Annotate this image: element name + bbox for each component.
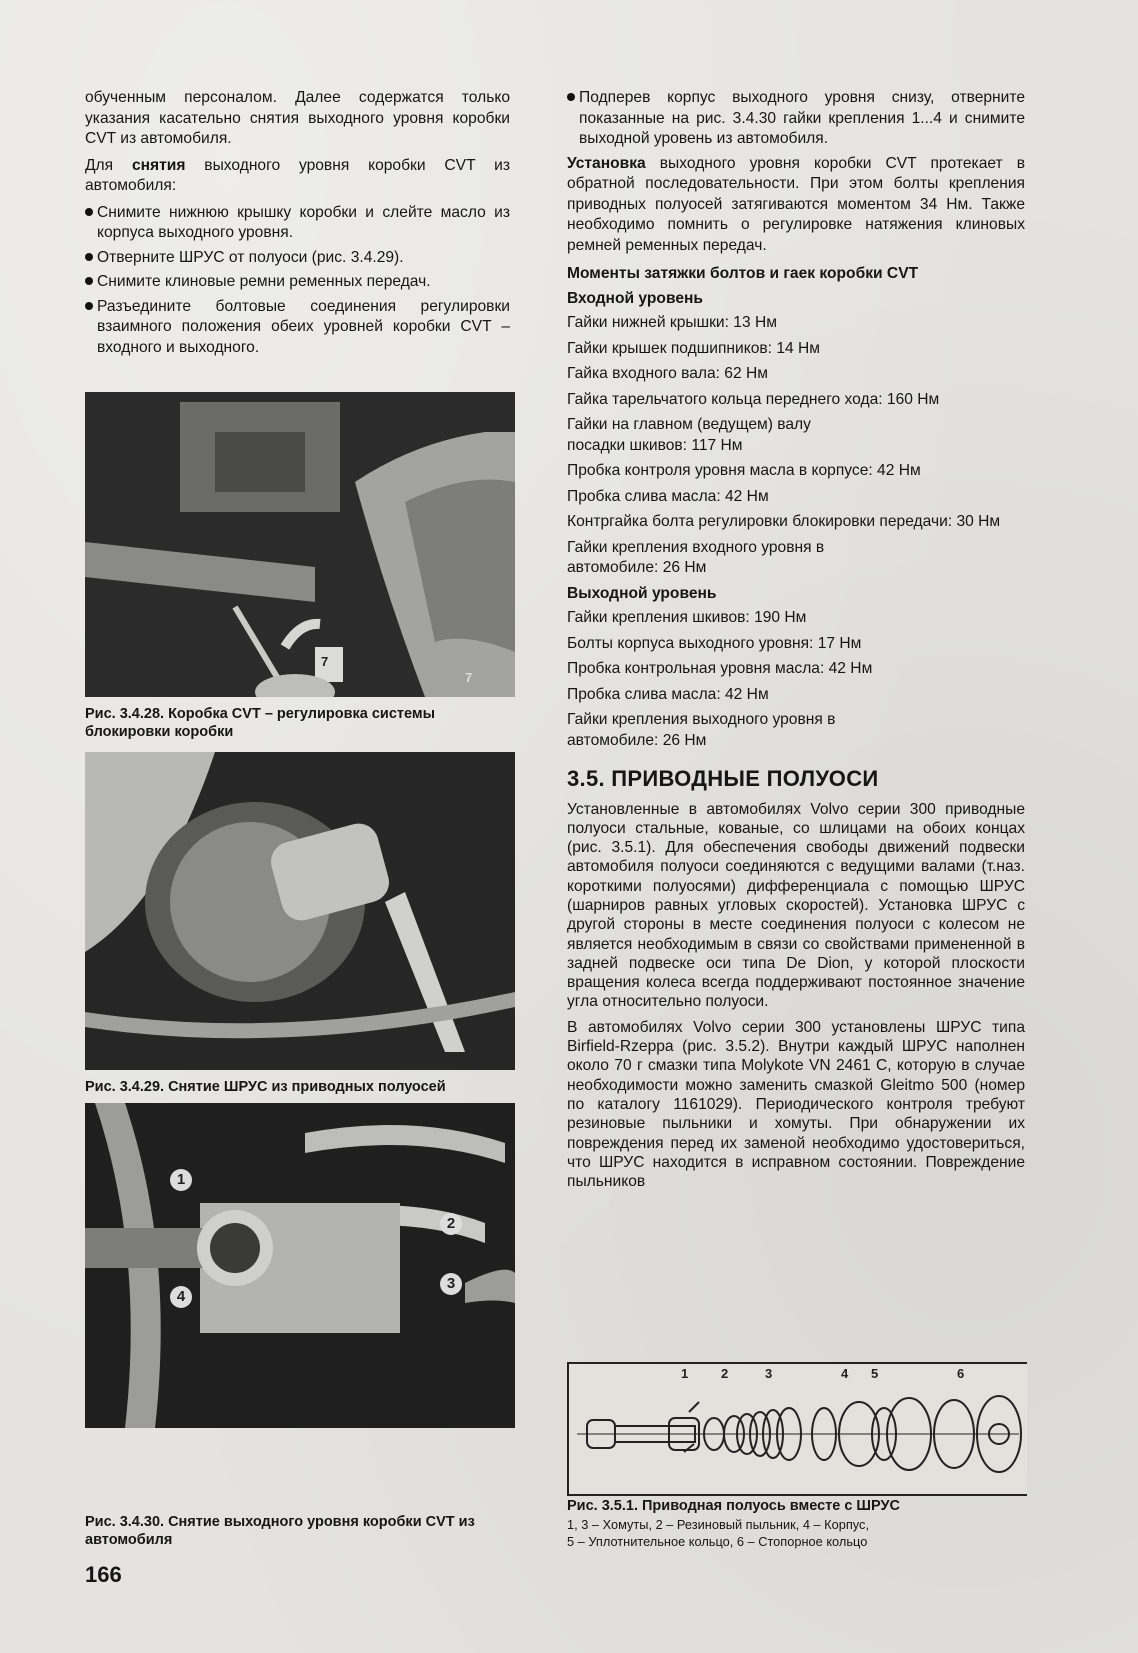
cvt-adjustment-photo-icon [85,392,515,697]
section-title: 3.5. ПРИВОДНЫЕ ПОЛУОСИ [567,766,879,791]
figure-3-4-28-caption: Рис. 3.4.28. Коробка CVT – регулировка системы блокировки коробки [85,706,435,740]
install-bold: Установка [567,154,646,172]
drive-shaft-exploded-diagram-icon [569,1364,1025,1490]
figure-3-4-30-photo [85,1103,515,1428]
bullet-item [85,203,510,244]
diagram-callout: 1 [681,1366,689,1381]
figure-3-5-1-legend: 5 – Уплотнительное кольцо, 6 – Стопорное кольцо [567,1534,868,1549]
spec-item: Пробка контрольная уровня масла: 42 Нм [567,660,873,677]
bullet-text: Разъедините болтовые соединения регулировки взаимного положения обеих уровней коробки CVT – входного и выходного. [97,297,510,356]
bullet-item [85,272,510,293]
bullet-text: Снимите клиновые ремни ременных передач. [97,273,431,290]
spec-item: Гайка входного вала: 62 Нм [567,365,768,382]
diagram-callout: 5 [871,1366,879,1381]
figure-3-4-30-caption: Рис. 3.4.30. Снятие выходного уровня коробки CVT из автомобиля [85,1514,475,1548]
bullet-text: Отверните ШРУС от полуоси (рис. 3.4.29). [97,248,404,266]
figure-3-4-29-caption: Рис. 3.4.29. Снятие ШРУС из приводных полуосей [85,1079,446,1095]
spec-item: Пробка слива масла: 42 Нм [567,487,769,505]
bullet-text: Снимите нижнюю крышку коробки и слейте масло из корпуса выходного уровня. [97,203,510,241]
spec-item: Гайки крепления входного уровня в автомобиле: 26 Нм [567,538,825,576]
diagram-callout: 2 [721,1366,729,1381]
bullet-icon [85,208,93,216]
page-number: 166 [85,1562,122,1587]
spec-item: Болты корпуса выходного уровня: 17 Нм [567,634,862,652]
spec-item: Гайка тарельчатого кольца переднего хода: 160 Нм [567,390,940,408]
figure-label: 1 [170,1169,192,1191]
intro-paragraph: обученным персоналом. Далее содержатся только указания касательно снятия выходного уровня коробки CVT из автомобиля. [85,89,510,147]
removal-lead-prefix: Для [85,156,132,174]
spec-item: Гайки крепления выходного уровня в автомобиле: 26 Нм [567,711,836,749]
diagram-callout: 6 [957,1366,965,1381]
torque-heading: Моменты затяжки болтов и гаек коробки CVT [567,265,919,282]
figure-3-5-1-legend: 1, 3 – Хомуты, 2 – Резиновый пыльник, 4 – Корпус, [567,1517,870,1532]
spec-item: Гайки на главном (ведущем) валу посадки шкивов: 117 Нм [567,416,811,454]
cv-joint-removal-photo-icon [85,752,515,1070]
diagram-callout: 3 [765,1366,773,1381]
figure-3-5-1-caption [567,1497,1025,1551]
figure-label: 3 [440,1273,462,1295]
bullet-icon [567,93,575,101]
install-paragraph [567,154,1025,257]
gearbox-output-removal-photo-icon [85,1103,515,1428]
removal-lead [85,156,510,197]
spec-item: Пробка контроля уровня масла в корпусе: 42 Нм [567,462,921,479]
spec-item: Гайки нижней крышки: 13 Нм [567,314,777,331]
left-column [85,88,510,362]
figure-label: 2 [440,1213,462,1235]
removal-lead-bold: снятия [131,156,186,174]
diagram-callout: 4 [841,1366,849,1381]
install-text: выходного уровня коробки CVT протекает в обратной последовательности. При этом болты крепления приводных полуосей затягиваются моментом 34 Нм. Также необходимо помнить о регулировке натяжения клиновых ремней ременных передач. [567,154,1025,254]
bullet-icon [85,277,93,285]
bullet-item [567,88,1025,150]
right-column [567,88,1025,1197]
bullet-item [85,297,510,359]
figure-label: 7 [465,670,473,685]
figure-3-4-29-photo [85,752,515,1070]
output-level-heading: Выходной уровень [567,584,717,602]
spec-item: Гайки крышек подшипников: 14 Нм [567,339,820,357]
bullet-text: Подперев корпус выходного уровня снизу, отверните показанные на рис. 3.4.30 гайки крепления 1...4 и снимите выходной уровень из автомобиля. [579,89,1025,147]
figure-3-5-1-diagram [567,1362,1027,1496]
figure-3-5-1-title: Рис. 3.5.1. Приводная полуось вместе с ШРУС [567,1498,900,1514]
input-level-heading: Входной уровень [567,289,703,307]
spec-item: Контргайка болта регулировки блокировки передачи: 30 Нм [567,513,1001,530]
figure-label: 4 [170,1286,192,1308]
bullet-icon [85,302,93,310]
section-paragraph: Установленные в автомобилях Volvo серии 300 приводные полуоси стальные, кованые, со шлицами на обоих концах (рис. 3.5.1). Для обеспечения свободы движений подвески автомобиля полуоси соединяются с ведущими валами (т.наз. короткими полуосями) дифференциала с помощью ШРУС (шарниров равных угловых скоростей). Установка ШРУС с другой стороны в месте соединения полуоси с колесом не является необходимым в связи со свойствами примененной в задней подвеске оси типа De Dion, у которой плоскости вращения колеса всегда поддерживают постоянное значение угла относительно полуоси. [567,800,1025,1011]
figure-label: 7 [321,654,329,669]
bullet-icon [85,253,93,261]
section-paragraph: В автомобилях Volvo серии 300 установлены ШРУС типа Birfield-Rzeppa (рис. 3.5.2). Внутри каждый ШРУС наполнен около 70 г смазки типа Molykote VN 2461 C, которую в случае необходимости можно заменить смазкой Gleitmo 500 (номер по каталогу 1161029). Периодического контроля требуют резиновые пыльники и хомуты. При обнаружении их повреждения перед их заменой необходимо удостовериться, что ШРУС находится в исправном состоянии. Повреждение пыльников [567,1018,1025,1191]
spec-item: Пробка слива масла: 42 Нм [567,685,769,703]
removal-lead-suffix: выходного уровня коробки CVT из автомобиля: [85,156,510,194]
figure-3-4-28-photo [85,392,515,697]
bullet-item [85,248,510,269]
spec-item: Гайки крепления шкивов: 190 Нм [567,609,807,626]
